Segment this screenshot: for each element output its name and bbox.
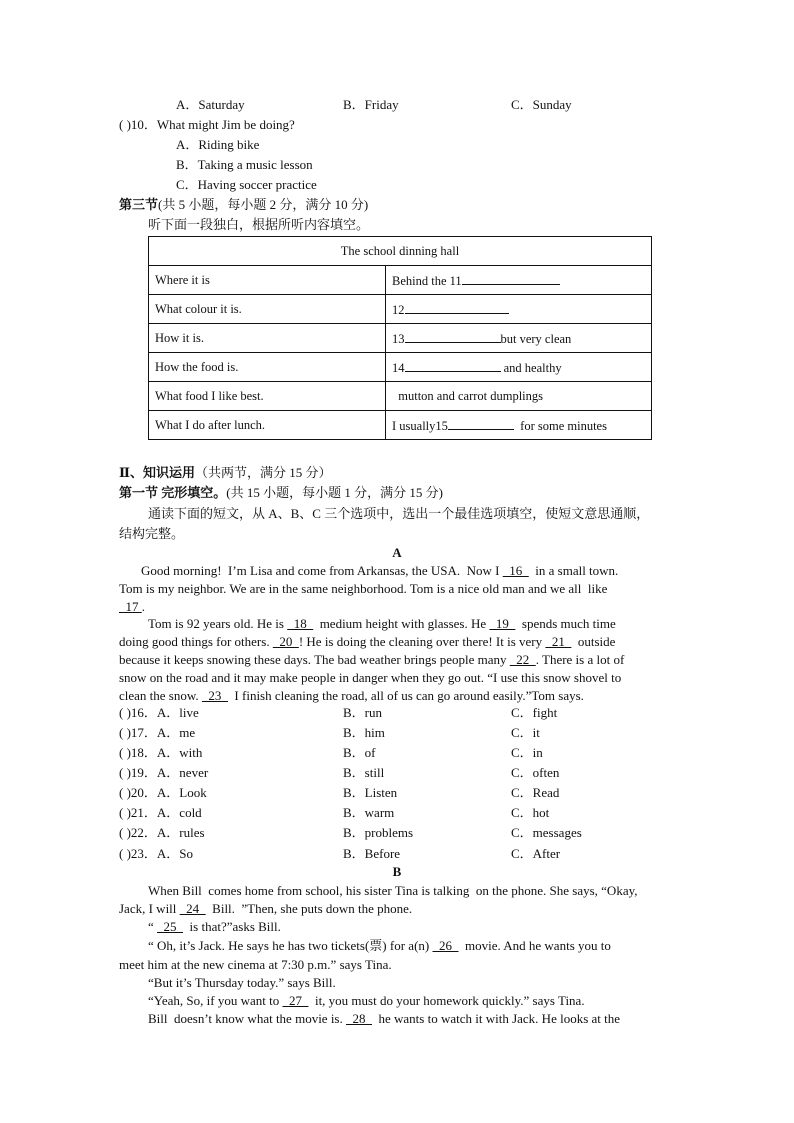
passage-text: it, you must do your homework quickly.” says Tina. [308,993,585,1008]
cloze-instruction-line1: 通读下面的短文，从 A、B、C 三个选项中，选出一个最佳选项填空，使短文意思通顺， [148,506,650,521]
blank-28[interactable]: 28 [346,1011,372,1026]
passage-text: . [141,599,145,614]
section1-heading-bold: 第一节 完形填空。 [119,485,227,500]
blank-24[interactable]: 24 [179,901,206,916]
table-cell-left: What colour it is. [149,295,386,324]
question-option-c: C．it [511,725,540,740]
passage-a-line [119,634,615,650]
blank-17[interactable]: 17 [119,599,142,614]
cell-text: but very clean [500,331,572,346]
passage-b-line: meet him at the new cinema at 7:30 p.m.” says Tina. [119,957,392,972]
table-cell-left: Where it is [149,266,386,295]
passage-a-line [119,599,145,615]
question-stem: ( )23．A．So [119,846,194,861]
answer-blank-11[interactable] [462,272,560,285]
blank-18[interactable]: 18 [287,616,314,631]
section3-heading-bold: 第三节 [119,197,159,212]
section1-heading-rest: (共 15 小题，每小题 1 分，满分 15 分) [226,485,443,500]
passage-a-line [119,688,584,704]
question-stem: ( )16．A．live [119,705,199,720]
passage-b-line [148,938,611,954]
passage-text: Tom is 92 years old. He is [148,616,288,631]
question-option-c: C．Read [511,785,560,800]
answer-blank-13[interactable] [405,330,501,343]
cell-text: I usually15 [392,418,448,433]
passage-b-line [119,901,412,917]
passage-text: in a small town. [528,563,619,578]
cell-text: 14 [392,360,405,375]
answer-blank-15[interactable] [448,417,514,430]
q9-option-c: C．Sunday [511,97,572,112]
table-row [149,353,652,382]
question-option-c: C．hot [511,805,550,820]
table-cell-left: How the food is. [149,353,386,382]
question-option-b: B．warm [343,805,395,820]
question-option-b: B．run [343,705,383,720]
question-option-c: C．fight [511,705,558,720]
answer-blank-12[interactable] [405,301,509,314]
question-stem: ( )17．A．me [119,725,196,740]
q9-option-b: B．Friday [343,97,399,112]
question-stem: ( )19．A．never [119,765,209,780]
question-stem: ( )21．A．cold [119,805,202,820]
part2-title-bold: Ⅱ、知识运用 [119,465,195,480]
question-option-c: C．often [511,765,560,780]
passage-b-line [148,993,585,1009]
passage-text: “ [148,919,158,934]
table-cell-left: How it is. [149,324,386,353]
passage-text: outside [571,634,616,649]
q10-option-b: B．Taking a music lesson [176,157,313,172]
cell-text: for some minutes [513,418,607,433]
cell-text: and healthy [500,360,562,375]
passage-b-label: B [392,864,402,879]
cell-text: 13 [392,331,405,346]
blank-27[interactable]: 27 [282,993,309,1008]
question-option-b: B．Listen [343,785,398,800]
q10-option-a: A．Riding bike [176,137,260,152]
cell-text: Behind the 11 [392,273,462,288]
table-cell-right [386,295,652,324]
question-stem: ( )20．A．Look [119,785,207,800]
table-cell-left: What I do after lunch. [149,411,386,440]
passage-text: is that?”asks Bill. [183,919,281,934]
section1-heading [119,485,443,501]
passage-text: Bill doesn’t know what the movie is. [148,1011,346,1026]
passage-text: medium height with glasses. He [313,616,490,631]
passage-a-label: A [392,545,402,560]
table-title-row [149,237,652,266]
question-stem: ( )22．A．rules [119,825,205,840]
passage-text: spends much time [515,616,616,631]
part2-title [119,465,331,481]
table-cell-right [386,411,652,440]
passage-text: doing good things for others. [119,634,273,649]
passage-text: because it keeps snowing these days. The bad weather brings people many [119,652,510,667]
passage-b-line [148,919,281,935]
blank-20[interactable]: 20 [272,634,299,649]
blank-16[interactable]: 16 [502,563,529,578]
passage-text: “Yeah, So, if you want to [148,993,283,1008]
passage-text: ! He is doing the cleaning over there! It is very [298,634,546,649]
table-cell-right [386,266,652,295]
blank-19[interactable]: 19 [489,616,516,631]
question-option-c: C．After [511,846,561,861]
q10-stem: ( )10．What might Jim be doing? [119,117,295,132]
question-option-b: B．still [343,765,385,780]
passage-text: “ Oh, it’s Jack. He says he has two tickets(票) for a(n) [148,938,433,953]
passage-a-line [148,616,616,632]
passage-b-line [148,1011,620,1027]
q9-option-a: A．Saturday [176,97,245,112]
blank-26[interactable]: 26 [432,938,459,953]
listening-table [148,236,652,440]
passage-a-line [119,652,624,668]
passage-text: . There is a lot of [535,652,625,667]
passage-a-line [141,563,618,579]
table-row [149,382,652,411]
passage-text: Good morning! I’m Lisa and come from Arkansas, the USA. Now I [141,563,503,578]
passage-text: I finish cleaning the road, all of us can go around easily.”Tom says. [227,688,584,703]
table-cell-left: What food I like best. [149,382,386,411]
question-stem: ( )18．A．with [119,745,203,760]
passage-b-line: When Bill comes home from school, his sister Tina is talking on the phone. She says, “Okay, [148,883,638,898]
question-option-b: B．Before [343,846,401,861]
passage-text: Jack, I will [119,901,180,916]
section3-heading-rest: (共 5 小题，每小题 2 分，满分 10 分) [158,197,369,212]
cloze-instruction-line2: 结构完整。 [119,526,185,541]
table-row [149,266,652,295]
question-option-c: C．in [511,745,543,760]
question-option-b: B．him [343,725,385,740]
part2-title-rest: （共两节，满分 15 分） [194,465,332,480]
passage-text: Bill. ”Then, she puts down the phone. [205,901,413,916]
passage-a-line: Tom is my neighbor. We are in the same neighborhood. Tom is a nice old man and we all like [119,581,608,596]
table-row [149,411,652,440]
table-row [149,324,652,353]
q10-option-c: C．Having soccer practice [176,177,317,192]
passage-b-line: “But it’s Thursday today.” says Bill. [148,975,336,990]
table-title: The school dinning hall [149,237,652,266]
question-option-b: B．problems [343,825,414,840]
question-option-b: B．of [343,745,376,760]
passage-text: movie. And he wants you to [458,938,611,953]
cell-text: 12 [392,302,405,317]
passage-a-line: snow on the road and it may make people in danger when they go out. “I use this snow shovel to [119,670,622,685]
blank-22[interactable]: 22 [509,652,536,667]
passage-text: clean the snow. [119,688,202,703]
table-cell-right [386,324,652,353]
table-row [149,295,652,324]
section3-heading [119,197,368,213]
blank-21[interactable]: 21 [545,634,572,649]
blank-25[interactable]: 25 [157,919,184,934]
section3-instruction: 听下面一段独白，根据所听内容填空。 [148,217,370,232]
question-option-c: C．messages [511,825,582,840]
table-cell-right: mutton and carrot dumplings [386,382,652,411]
blank-23[interactable]: 23 [201,688,228,703]
answer-blank-14[interactable] [405,359,501,372]
passage-text: he wants to watch it with Jack. He looks at the [372,1011,621,1026]
table-cell-right [386,353,652,382]
